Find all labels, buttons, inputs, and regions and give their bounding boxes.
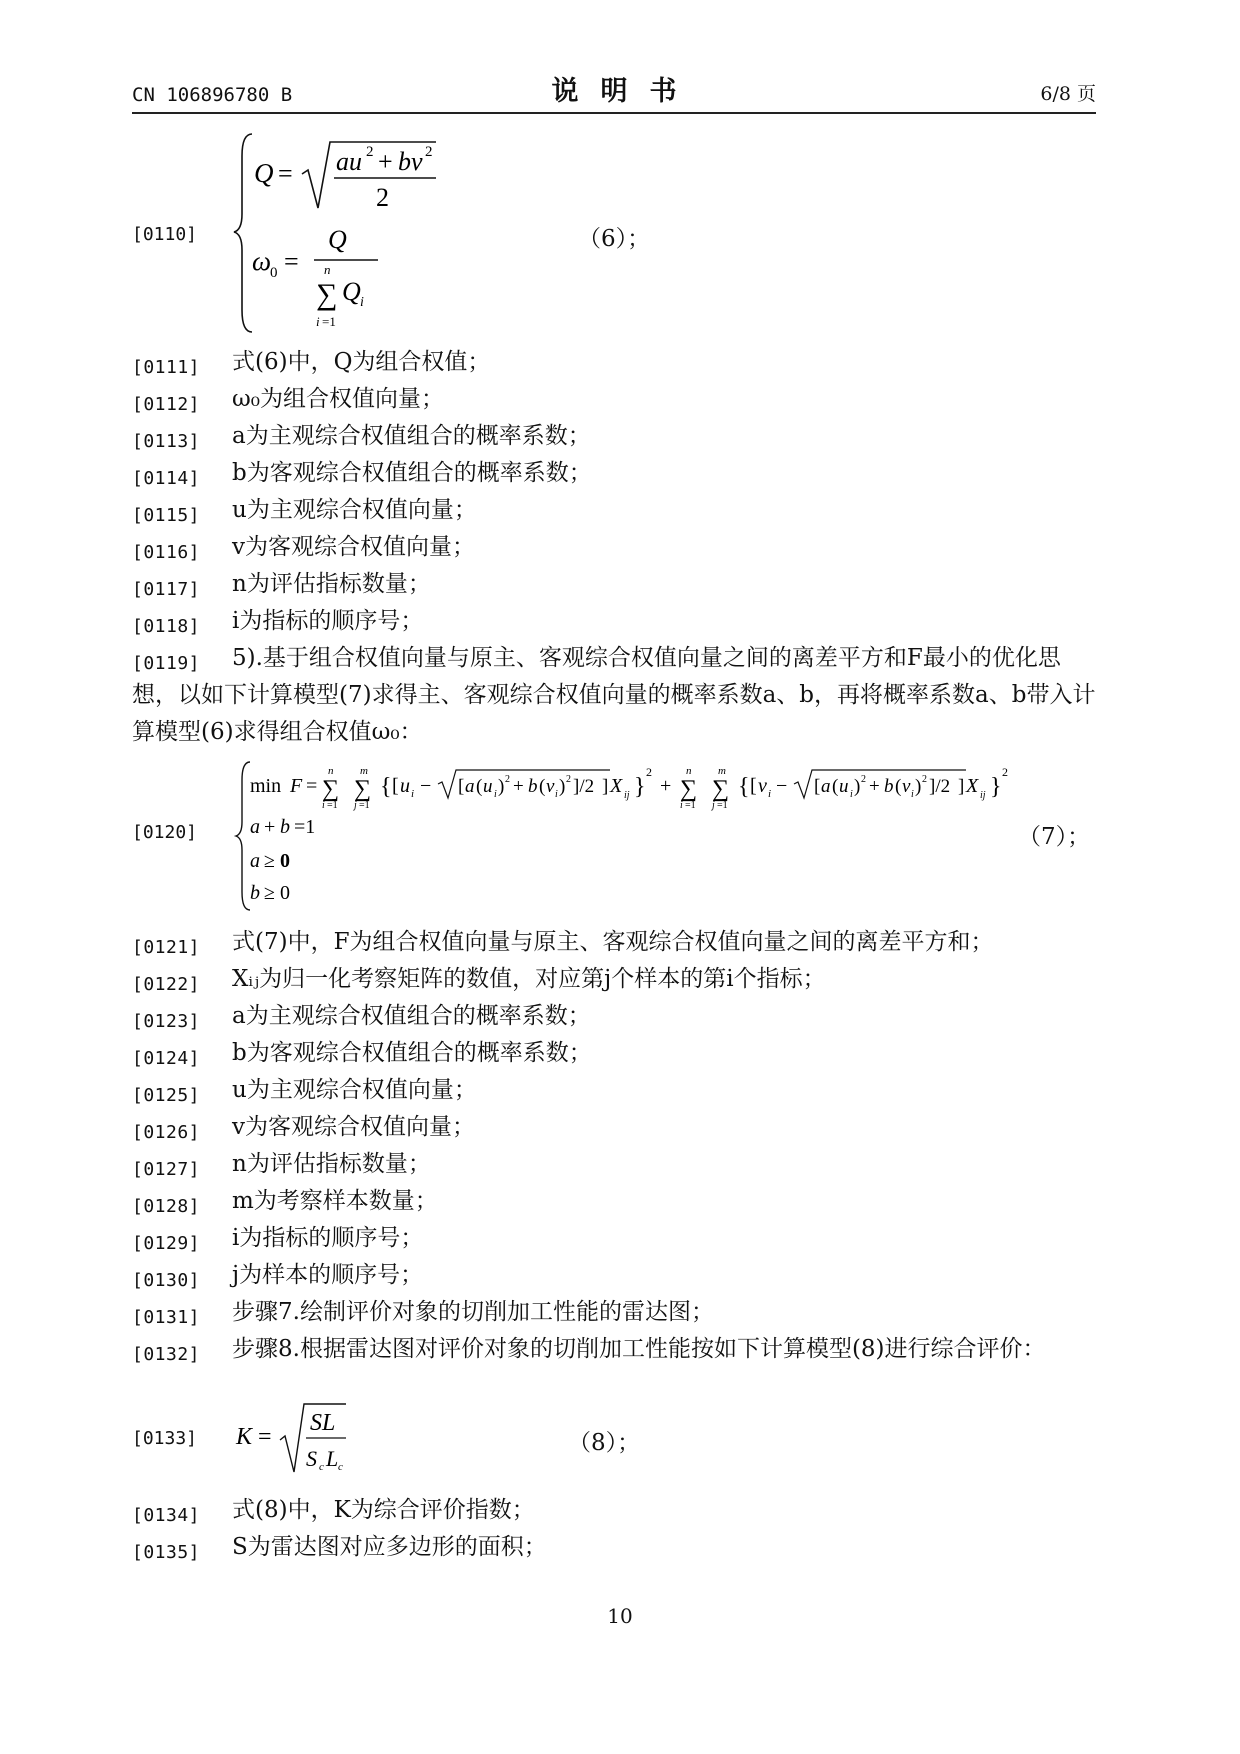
svg-text:a: a xyxy=(465,776,475,797)
svg-text:n: n xyxy=(324,262,331,277)
svg-text:+: + xyxy=(869,776,880,797)
paragraph-text: v为客观综合权值向量； xyxy=(232,1114,475,1140)
svg-text:[: [ xyxy=(392,775,399,797)
equation-8 xyxy=(232,1390,372,1480)
svg-text:(: ( xyxy=(832,776,839,797)
paragraph-tag: [0110] xyxy=(132,224,198,245)
paragraph-text: j为样本的顺序号； xyxy=(232,1262,424,1288)
list-item xyxy=(132,1183,1098,1220)
svg-text:i: i xyxy=(911,789,914,800)
svg-text:2: 2 xyxy=(922,774,927,785)
svg-text:2: 2 xyxy=(366,144,374,160)
svg-text:=: = xyxy=(258,1424,272,1450)
svg-text:[: [ xyxy=(750,775,757,797)
svg-text:(: ( xyxy=(895,776,902,797)
equation-number: （7）； xyxy=(1018,824,1091,850)
svg-text:u: u xyxy=(483,776,493,797)
list-item xyxy=(132,1220,1098,1257)
svg-text:a: a xyxy=(250,850,260,872)
svg-text:b: b xyxy=(884,776,894,797)
paragraph-tag: [0121] xyxy=(132,937,201,958)
paragraph-text: 步骤7.绘制评价对象的切削加工性能的雷达图； xyxy=(232,1299,714,1325)
paragraph-tag: [0115] xyxy=(132,505,201,526)
svg-text:c: c xyxy=(319,1461,324,1473)
equation-6 xyxy=(232,126,452,340)
svg-text:−: − xyxy=(776,775,788,797)
svg-text:i: i xyxy=(680,800,683,811)
svg-text:∑: ∑ xyxy=(322,776,340,802)
paragraph-text: n为评估指标数量； xyxy=(232,1151,431,1177)
equation-7 xyxy=(232,756,1032,916)
page-number: 10 xyxy=(607,1604,633,1628)
svg-text:∑: ∑ xyxy=(354,776,372,802)
list-item xyxy=(132,1331,1098,1368)
paragraph-tag: [0128] xyxy=(132,1196,201,1217)
svg-text:b: b xyxy=(250,882,260,904)
svg-text:ij: ij xyxy=(980,790,986,801)
paragraph-text: S为雷达图对应多边形的面积； xyxy=(232,1534,547,1560)
paragraph-text: v为客观综合权值向量； xyxy=(232,534,475,560)
paragraph-text: n为评估指标数量； xyxy=(232,571,431,597)
svg-text:Q: Q xyxy=(342,277,361,306)
svg-text:≥: ≥ xyxy=(264,850,275,872)
svg-text:): ) xyxy=(854,776,861,797)
svg-text:SL: SL xyxy=(310,1410,336,1436)
list-item xyxy=(132,1529,1098,1566)
paragraph-tag: [0133] xyxy=(132,1428,198,1449)
svg-text:S: S xyxy=(306,1446,317,1471)
svg-text:i: i xyxy=(411,788,415,800)
svg-text:≥: ≥ xyxy=(264,882,275,904)
svg-text:m: m xyxy=(718,765,726,777)
svg-text:+: + xyxy=(513,776,524,797)
svg-text:∑: ∑ xyxy=(712,776,730,802)
svg-text:=1: =1 xyxy=(685,800,696,811)
svg-text:n: n xyxy=(328,765,334,777)
svg-text:v: v xyxy=(546,776,555,797)
svg-text:K: K xyxy=(236,1424,253,1450)
paragraph-tag: [0132] xyxy=(132,1344,201,1365)
svg-text:2: 2 xyxy=(566,774,571,785)
svg-text:{: { xyxy=(380,774,392,800)
list-item xyxy=(132,603,1098,640)
svg-text:v: v xyxy=(902,776,911,797)
svg-text:a: a xyxy=(250,816,260,838)
svg-text:i: i xyxy=(316,314,320,329)
paragraph-tag: [0129] xyxy=(132,1233,201,1254)
list-item xyxy=(132,418,1098,455)
svg-text:i: i xyxy=(360,295,364,310)
paragraph-text: 式(7)中，F为组合权值向量与原主、客观综合权值向量之间的离差平方和； xyxy=(232,929,994,955)
paragraph-tag: [0120] xyxy=(132,822,198,843)
paragraph-tag: [0134] xyxy=(132,1505,201,1526)
list-item xyxy=(132,529,1098,566)
paragraph-tag: [0126] xyxy=(132,1122,201,1143)
list-item xyxy=(132,1294,1098,1331)
svg-text:j: j xyxy=(354,800,357,811)
svg-text:0: 0 xyxy=(280,882,290,904)
paragraph-tag: [0111] xyxy=(132,357,201,378)
svg-text:=1: =1 xyxy=(294,816,316,838)
list-item xyxy=(132,344,1098,381)
document-title: 说明书 xyxy=(551,76,699,107)
svg-text:]/2: ]/2 xyxy=(929,776,951,797)
list-item xyxy=(132,924,1098,961)
paragraph-tag: [0119] xyxy=(132,653,201,674)
svg-text:i: i xyxy=(322,800,325,811)
svg-text:c: c xyxy=(338,1461,343,1473)
svg-text:j: j xyxy=(712,800,715,811)
paragraph-text: u为主观综合权值向量； xyxy=(232,497,477,523)
paragraph-text: b为客观综合权值组合的概率系数； xyxy=(232,460,592,486)
paragraph-tag: [0116] xyxy=(132,542,201,563)
svg-text:=: = xyxy=(278,159,293,188)
svg-text:=1: =1 xyxy=(717,800,728,811)
paragraph-text: b为客观综合权值组合的概率系数； xyxy=(232,1040,592,1066)
paragraph-tag: [0130] xyxy=(132,1270,201,1291)
paragraph-text: a为主观综合权值组合的概率系数； xyxy=(232,1003,591,1029)
paragraph-tag: [0112] xyxy=(132,394,201,415)
svg-text:2: 2 xyxy=(505,774,510,785)
svg-text:[: [ xyxy=(458,776,465,797)
svg-text:=1: =1 xyxy=(322,314,336,329)
svg-text:{: { xyxy=(738,774,750,800)
svg-text:i: i xyxy=(494,789,497,800)
svg-text:): ) xyxy=(915,776,922,797)
svg-text:u: u xyxy=(839,776,849,797)
paragraph-text: i为指标的顺序号； xyxy=(232,1225,424,1251)
paragraph-text: a为主观综合权值组合的概率系数； xyxy=(232,423,591,449)
list-item xyxy=(132,1492,1098,1529)
svg-text:∑: ∑ xyxy=(316,278,338,311)
paragraph-text: 式(6)中，Q为组合权值； xyxy=(232,349,491,375)
svg-text:X: X xyxy=(610,775,623,797)
paragraph-text: Xᵢⱼ为归一化考察矩阵的数值，对应第j个样本的第i个指标； xyxy=(232,966,826,992)
paragraph-tag: [0114] xyxy=(132,468,201,489)
list-item xyxy=(132,1035,1098,1072)
svg-text:Q: Q xyxy=(254,158,274,188)
svg-text:min: min xyxy=(250,775,282,797)
svg-text:∑: ∑ xyxy=(680,776,698,802)
list-item xyxy=(132,1257,1098,1294)
svg-text:+: + xyxy=(264,816,276,838)
page-indicator: 6/8 页 xyxy=(1040,83,1096,105)
svg-text:=1: =1 xyxy=(327,800,338,811)
list-item xyxy=(132,566,1098,603)
svg-text:0: 0 xyxy=(280,850,290,872)
svg-text:]/2: ]/2 xyxy=(573,776,595,797)
patent-number: CN 106896780 B xyxy=(132,84,293,106)
list-item xyxy=(132,1109,1098,1146)
svg-text:b: b xyxy=(528,776,538,797)
svg-text:0: 0 xyxy=(270,265,278,281)
svg-text:X: X xyxy=(966,775,979,797)
svg-text:b: b xyxy=(280,816,290,838)
list-item xyxy=(132,455,1098,492)
svg-text:u: u xyxy=(400,775,410,797)
paragraph-tag: [0131] xyxy=(132,1307,201,1328)
paragraph-text: u为主观综合权值向量； xyxy=(232,1077,477,1103)
page-header xyxy=(132,74,1096,114)
paragraph-tag: [0118] xyxy=(132,616,201,637)
svg-text:n: n xyxy=(686,765,692,777)
paragraph-tag: [0135] xyxy=(132,1542,201,1563)
svg-text:bv: bv xyxy=(398,147,423,176)
svg-text:[: [ xyxy=(814,776,821,797)
svg-text:2: 2 xyxy=(1002,765,1008,779)
paragraph-text: i为指标的顺序号； xyxy=(232,608,424,634)
svg-text:Q: Q xyxy=(328,225,347,254)
paragraph-text: 式(8)中，K为综合评价指数； xyxy=(232,1497,535,1523)
paragraph-group-b xyxy=(132,924,1098,1368)
paragraph-group-c xyxy=(132,1492,1098,1566)
equation-number: （6）； xyxy=(578,226,651,252)
paragraph-tag: [0113] xyxy=(132,431,201,452)
paragraph-tag: [0123] xyxy=(132,1011,201,1032)
svg-text:au: au xyxy=(336,147,362,176)
svg-text:a: a xyxy=(821,776,831,797)
svg-text:2: 2 xyxy=(861,774,866,785)
paragraph-tag: [0124] xyxy=(132,1048,201,1069)
svg-text:(: ( xyxy=(539,776,546,797)
svg-text:m: m xyxy=(360,765,368,777)
svg-text:]: ] xyxy=(602,776,609,797)
paragraph-tag: [0122] xyxy=(132,974,201,995)
list-item xyxy=(132,998,1098,1035)
svg-text:2: 2 xyxy=(376,183,389,212)
list-item xyxy=(132,1072,1098,1109)
equation-number: （8）； xyxy=(568,1430,641,1456)
svg-text:}: } xyxy=(634,774,646,800)
paragraph-tag: [0117] xyxy=(132,579,201,600)
list-item xyxy=(132,492,1098,529)
svg-text:ij: ij xyxy=(624,790,630,801)
svg-text:+: + xyxy=(660,775,672,797)
svg-text:F: F xyxy=(290,775,303,797)
paragraph-text: 5).基于组合权值向量与原主、客观综合权值向量之间的离差平方和F最小的优化思想，以如下计算模型(7)求得主、客观综合权值向量的概率系数a、b，再将概率系数a、b带入计算模型(6)求得组合权值ω₀： xyxy=(132,645,1096,745)
svg-text:}: } xyxy=(990,774,1002,800)
svg-text:−: − xyxy=(420,775,432,797)
svg-text:i: i xyxy=(555,789,558,800)
list-item xyxy=(132,640,1098,751)
paragraph-group-a xyxy=(132,344,1098,751)
svg-text:2: 2 xyxy=(425,144,433,160)
list-item xyxy=(132,1146,1098,1183)
list-item xyxy=(132,381,1098,418)
svg-text:=: = xyxy=(284,247,299,276)
paragraph-text: ω₀为组合权值向量； xyxy=(232,386,444,412)
svg-text:ω: ω xyxy=(252,246,272,276)
svg-text:+: + xyxy=(378,147,393,176)
svg-text:): ) xyxy=(498,776,505,797)
svg-text:i: i xyxy=(768,788,772,800)
svg-text:=: = xyxy=(306,775,318,797)
paragraph-tag: [0127] xyxy=(132,1159,201,1180)
svg-text:2: 2 xyxy=(646,765,652,779)
svg-text:): ) xyxy=(559,776,566,797)
paragraph-tag: [0125] xyxy=(132,1085,201,1106)
svg-text:L: L xyxy=(326,1446,339,1471)
paragraph-text: m为考察样本数量； xyxy=(232,1188,438,1214)
svg-text:i: i xyxy=(850,789,853,800)
list-item xyxy=(132,961,1098,998)
paragraph-text: 步骤8.根据雷达图对评价对象的切削加工性能按如下计算模型(8)进行综合评价： xyxy=(232,1336,1046,1362)
svg-text:(: ( xyxy=(476,776,483,797)
svg-text:=1: =1 xyxy=(359,800,370,811)
svg-text:v: v xyxy=(758,775,767,797)
svg-text:]: ] xyxy=(958,776,965,797)
